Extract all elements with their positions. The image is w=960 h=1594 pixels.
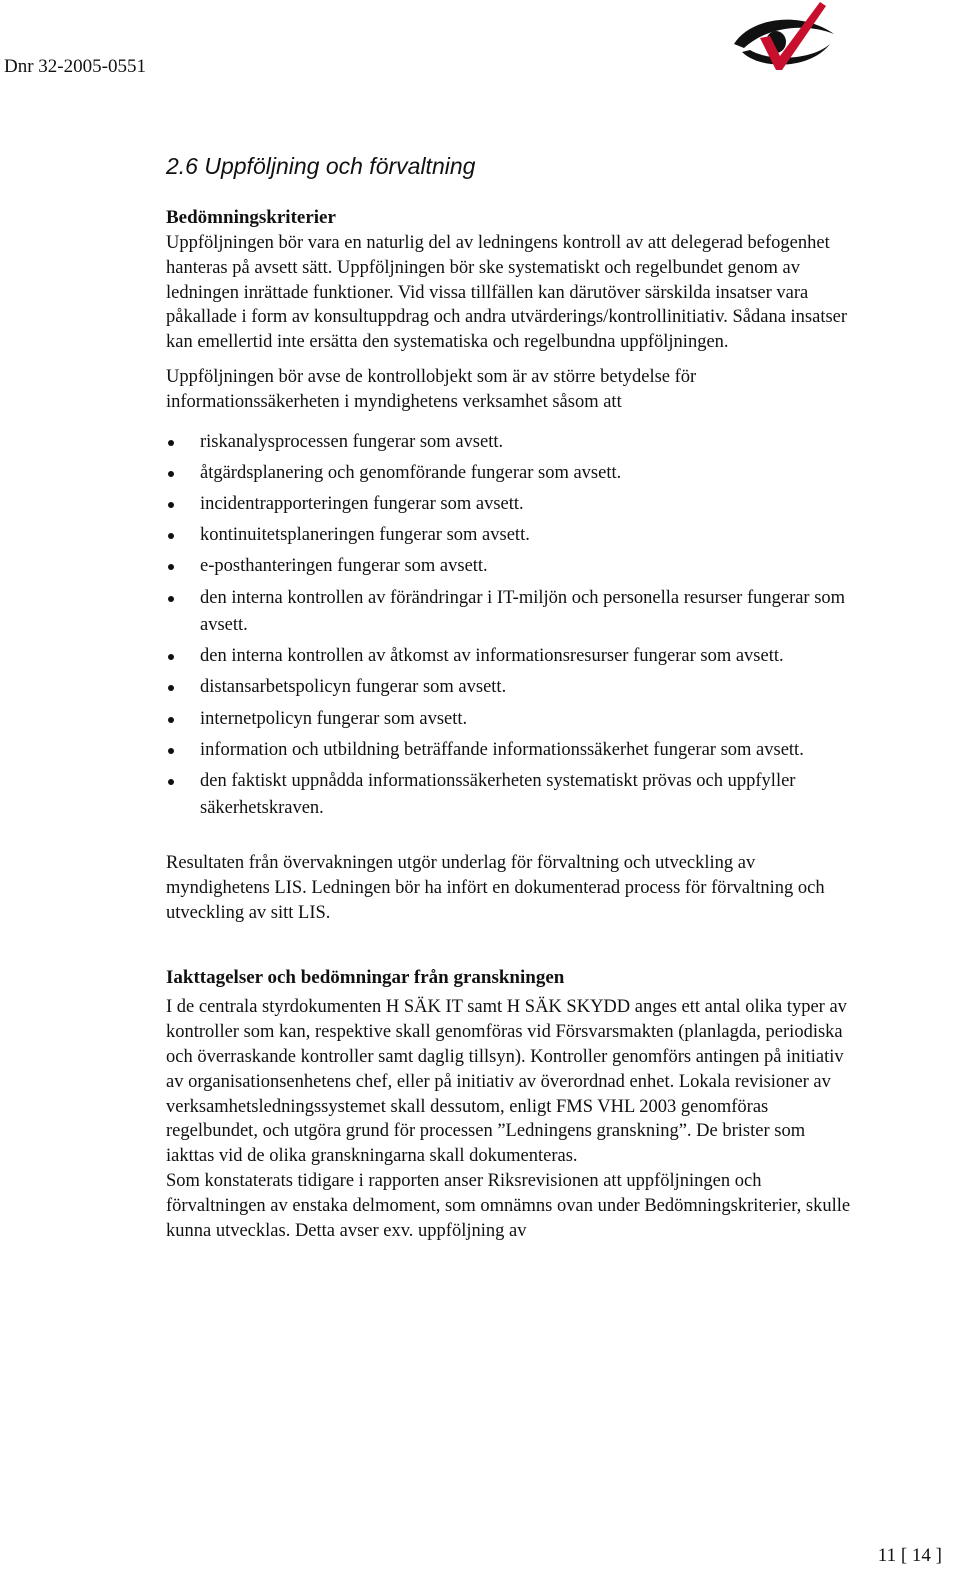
list-item: åtgärdsplanering och genomförande fungerar som avsett. — [166, 460, 856, 488]
criteria-heading: Bedömningskriterier — [166, 207, 336, 228]
list-item: den interna kontrollen av åtkomst av informationsresurser fungerar som avsett. — [166, 643, 856, 671]
list-item: e-posthanteringen fungerar som avsett. — [166, 553, 856, 581]
page-number: 11 [ 14 ] — [877, 1545, 942, 1566]
list-item: den interna kontrollen av förändringar i IT-miljön och personella resurser fungerar som avsett. — [166, 585, 856, 640]
intro-paragraph: Uppföljningen bör avse de kontrollobjekt som är av större betydelse för informationssäkerheten i myndighetens verksamhet såsom att — [166, 366, 697, 412]
list-item: information och utbildning beträffande informationssäkerhet fungerar som avsett. — [166, 737, 856, 765]
control-objects-list — [166, 429, 856, 823]
observations-paragraph-2: Som konstaterats tidigare i rapporten anser Riksrevisionen att uppföljningen och förvaltningen av enstaka delmoment, som omnämns ovan under Bedömningskriterier, skulle kunna utvecklas. Detta avser exv. uppföljning av — [166, 1170, 851, 1241]
results-paragraph: Resultaten från övervakningen utgör underlag för förvaltning och utveckling av myndighetens LIS. Ledningen bör ha infört en dokumenterad process för förvaltning och utveckling av sitt LIS. — [166, 852, 825, 923]
list-item: internetpolicyn fungerar som avsett. — [166, 706, 856, 734]
list-item: distansarbetspolicyn fungerar som avsett. — [166, 674, 856, 702]
observations-heading: Iakttagelser och bedömningar från granskningen — [166, 967, 565, 989]
list-item: den faktiskt uppnådda informationssäkerheten systematiskt prövas och uppfyller säkerhetskraven. — [166, 768, 856, 823]
list-item: riskanalysprocessen fungerar som avsett. — [166, 429, 856, 457]
section-title: 2.6 Uppföljning och förvaltning — [166, 153, 476, 179]
list-item: incidentrapporteringen fungerar som avsett. — [166, 491, 856, 519]
checkmark-eye-logo-icon — [730, 0, 840, 75]
criteria-paragraph: Uppföljningen bör vara en naturlig del av ledningens kontroll av att delegerad befogenhet hanteras på avsett sätt. Uppföljningen bör ske systematiskt och regelbundet genom av ledningen inrättade funktioner. Vid vissa tillfällen kan därutöver särskilda insatser vara påkallade i form av konsultuppdrag och andra utvärderings/kontrollinitiativ. Sådana insatser kan emellertid inte ersätta den systematiska och regelbundna uppföljningen. — [166, 233, 848, 353]
document-number: Dnr 32-2005-0551 — [4, 56, 146, 77]
list-item: kontinuitetsplaneringen fungerar som avsett. — [166, 522, 856, 550]
observations-paragraph-1: I de centrala styrdokumenten H SÄK IT samt H SÄK SKYDD anges ett antal olika typer av kontroller som kan, respektive skall genomföras vid Försvarsmakten (planlagda, periodiska och överraskande kontroller samt daglig tillsyn). Kontroller genomförs antingen på initiativ av organisationsenhetens chef, eller på initiativ av överordnad enhet. Lokala revisioner av verksamhetsledningssystemet skall dessutom, enligt FMS VHL 2003 genomföras regelbundet, och utgöra grund för processen ”Ledningens granskning”. De brister som iakttas vid de olika granskningarna skall dokumenteras. — [166, 997, 847, 1167]
document-body — [166, 150, 856, 1243]
